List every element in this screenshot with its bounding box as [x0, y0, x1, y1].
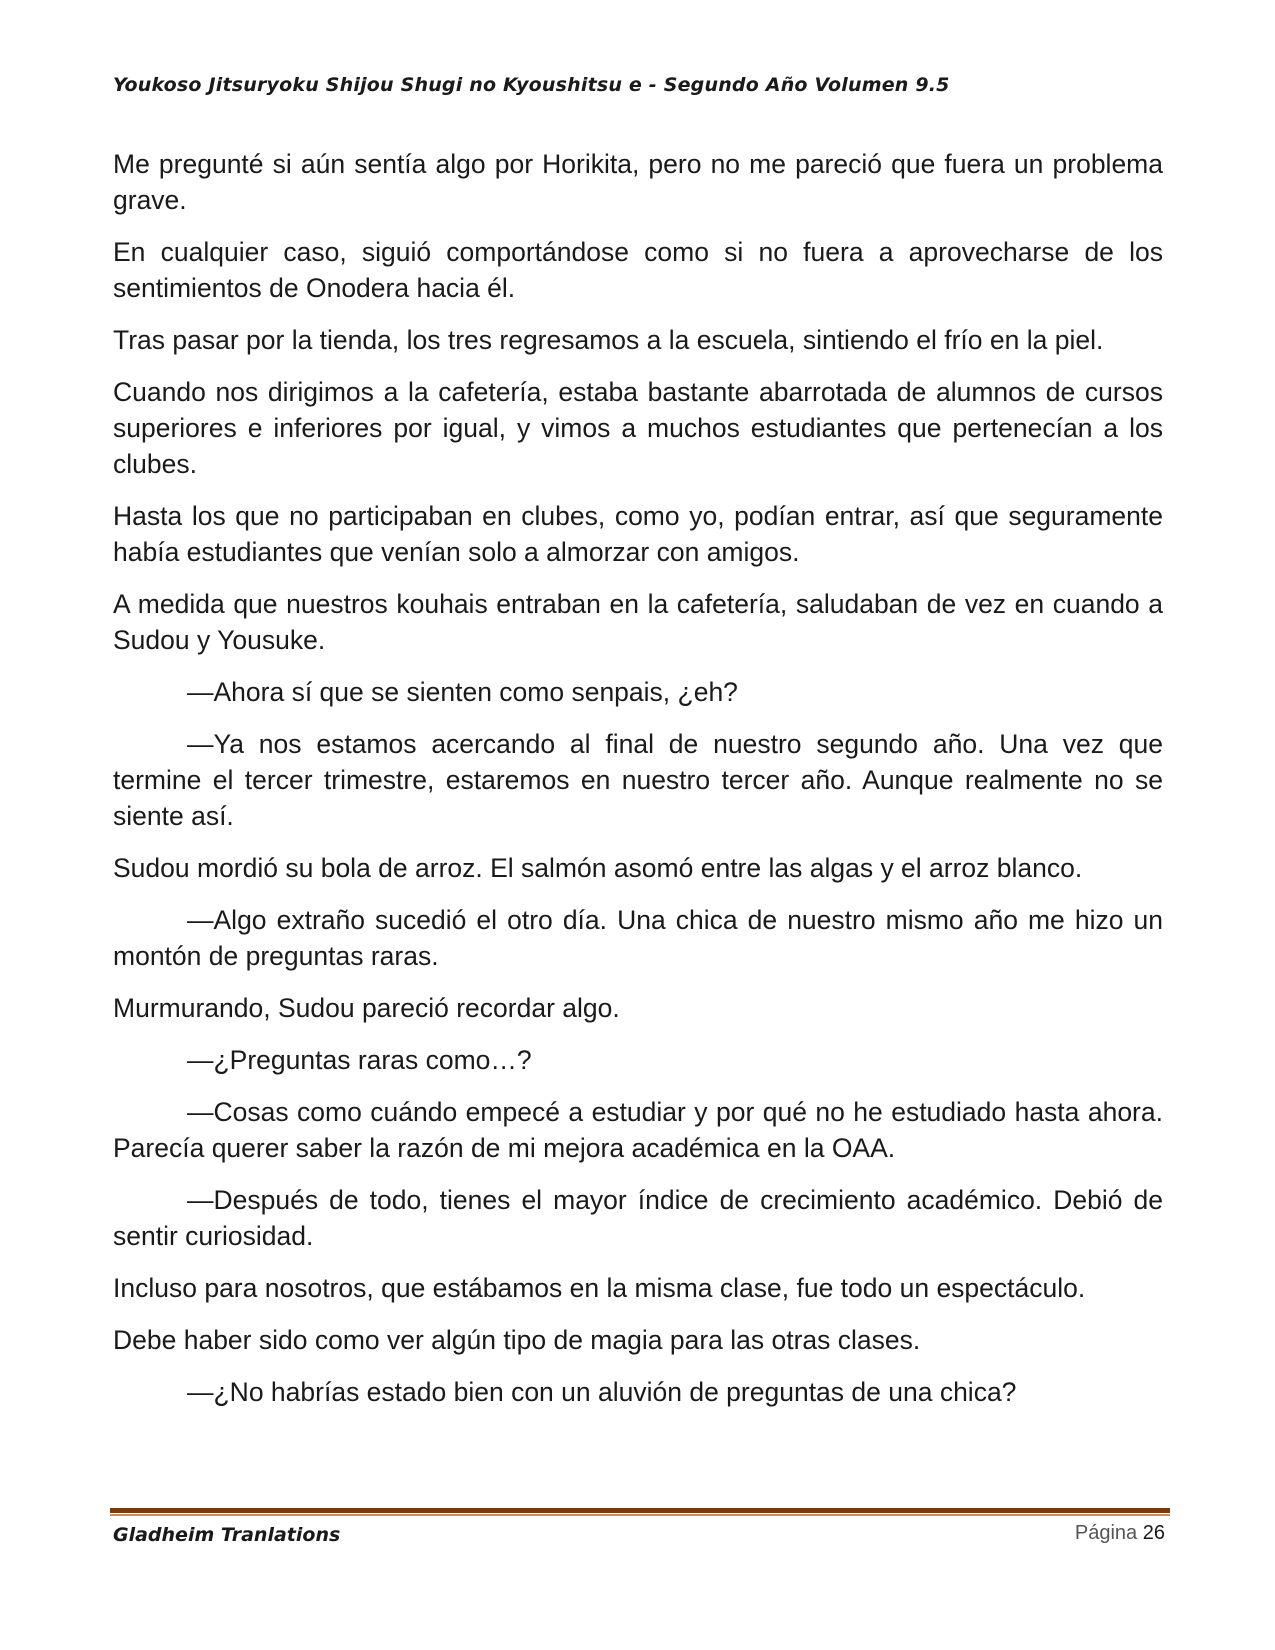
paragraph: Cuando nos dirigimos a la cafetería, estaba bastante abarrotada de alumnos de cursos superiores e inferiores por igual, y vimos a muchos estudiantes que pertenecían a los clubes.	[113, 377, 1163, 479]
dialogue-paragraph: —Algo extraño sucedió el otro día. Una chica de nuestro mismo año me hizo un montón de preguntas raras.	[113, 905, 1163, 971]
footer-divider-light	[110, 1514, 1170, 1516]
footer-divider-dark	[110, 1508, 1170, 1513]
dialogue-paragraph: —Después de todo, tienes el mayor índice de crecimiento académico. Debió de sentir curiosidad.	[113, 1185, 1163, 1251]
page-number: 26	[1142, 1522, 1165, 1544]
translator-credit: Gladheim Tranlations	[113, 1524, 341, 1546]
paragraph: Sudou mordió su bola de arroz. El salmón asomó entre las algas y el arroz blanco.	[113, 853, 1083, 883]
paragraph: Hasta los que no participaban en clubes, como yo, podían entrar, así que seguramente había estudiantes que venían solo a almorzar con amigos.	[113, 501, 1163, 567]
paragraph: Me pregunté si aún sentía algo por Horikita, pero no me pareció que fuera un problema grave.	[113, 149, 1163, 215]
paragraph: Murmurando, Sudou pareció recordar algo.	[113, 993, 620, 1023]
page-label: Página	[1074, 1522, 1138, 1544]
dialogue-paragraph: —Ya nos estamos acercando al final de nuestro segundo año. Una vez que termine el tercer trimestre, estaremos en nuestro tercer año. Aunque realmente no se siente así.	[113, 729, 1163, 831]
paragraph: A medida que nuestros kouhais entraban en la cafetería, saludaban de vez en cuando a Sudou y Yousuke.	[113, 589, 1163, 655]
paragraph: Tras pasar por la tienda, los tres regresamos a la escuela, sintiendo el frío en la piel.	[113, 325, 1104, 355]
running-header: Youkoso Jitsuryoku Shijou Shugi no Kyoushitsu e - Segundo Año Volumen 9.5	[113, 74, 950, 96]
page-body	[113, 146, 1163, 1426]
paragraph: Incluso para nosotros, que estábamos en la misma clase, fue todo un espectáculo.	[113, 1273, 1086, 1303]
paragraph: En cualquier caso, siguió comportándose como si no fuera a aprovecharse de los sentimientos de Onodera hacia él.	[113, 237, 1163, 303]
page-indicator	[1075, 1522, 1165, 1545]
dialogue-paragraph: —Cosas como cuándo empecé a estudiar y por qué no he estudiado hasta ahora. Parecía querer saber la razón de mi mejora académica en la OAA.	[113, 1097, 1163, 1163]
paragraph: Debe haber sido como ver algún tipo de magia para las otras clases.	[113, 1325, 921, 1355]
dialogue-paragraph: —¿No habrías estado bien con un aluvión de preguntas de una chica?	[187, 1377, 1017, 1407]
dialogue-paragraph: —¿Preguntas raras como…?	[187, 1045, 532, 1075]
dialogue-paragraph: —Ahora sí que se sienten como senpais, ¿eh?	[187, 677, 738, 707]
